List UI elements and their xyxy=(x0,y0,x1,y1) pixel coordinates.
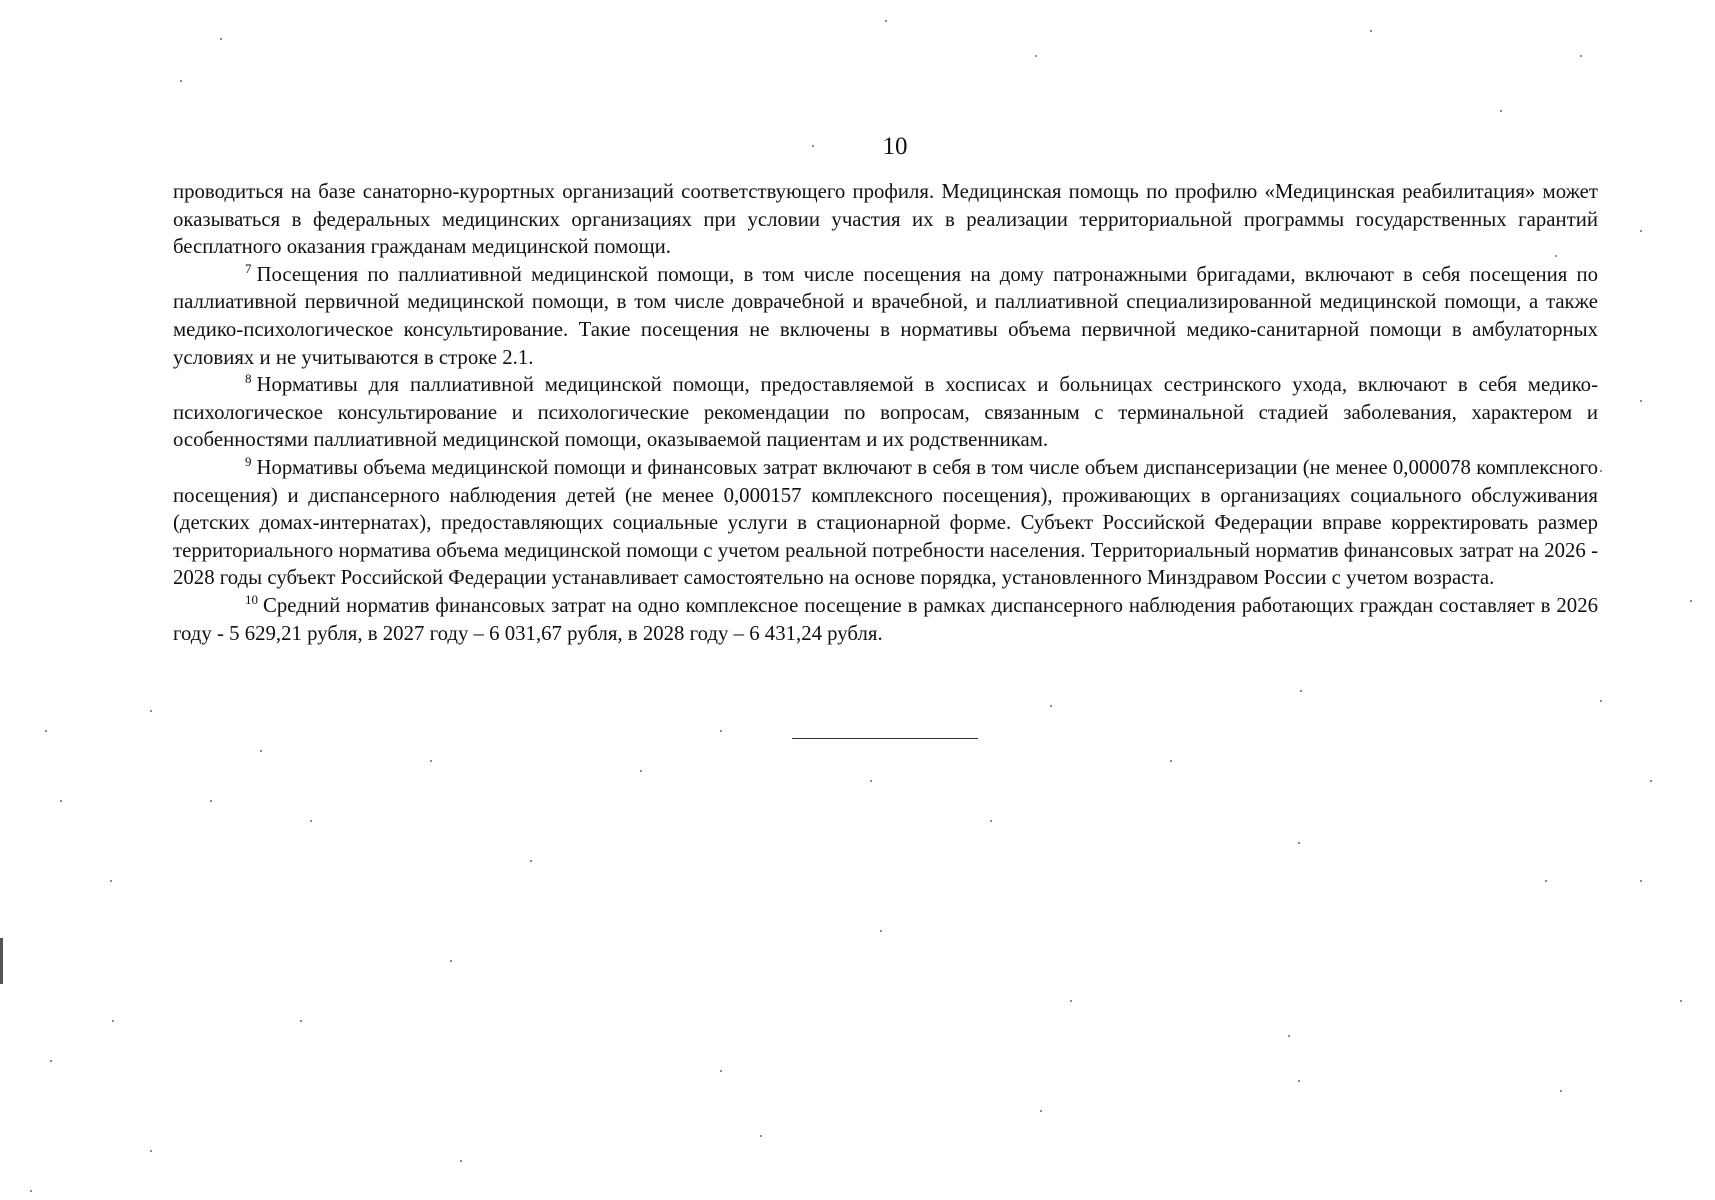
footnotes-body xyxy=(173,178,1598,647)
footnote-text: Нормативы объема медицинской помощи и финансовых затрат включают в себя в том числе объем диспансеризации (не менее 0,000078 комплексного посещения) и диспансерного наблюдения детей (не менее 0,000157 комплексного посещения), проживающих в организациях социального обслуживания (детских домах-интернатах), предоставляющих социальные услуги в стационарной форме. Субъект Российской Федерации вправе корректировать размер территориального норматива объема медицинской помощи с учетом реальной потребности населения. Территориальный норматив финансовых затрат на 2026 - 2028 годы субъект Российской Федерации устанавливает самостоятельно на основе порядка, установленного Минздравом России с учетом возраста. xyxy=(173,455,1598,590)
footnote-text: Средний норматив финансовых затрат на одно комплексное посещение в рамках диспансерного наблюдения работающих граждан составляет в 2026 году - 5 629,21 рубля, в 2027 году – 6 031,67 рубля, в 2028 году – 6 431,24 рубля. xyxy=(173,593,1598,645)
scan-speck xyxy=(1600,700,1602,702)
scan-speck xyxy=(1600,470,1602,472)
scan-speck xyxy=(112,1020,114,1022)
scan-speck xyxy=(1560,1090,1562,1092)
scan-speck xyxy=(640,770,642,772)
footnote-8 xyxy=(173,371,1598,454)
scan-speck xyxy=(1300,690,1302,692)
footnote-text: Нормативы для паллиативной медицинской помощи, предоставляемой в хосписах и больницах сестринского ухода, включают в себя медико-психологическое консультирование и психологические рекомендации по вопросам, связанным с терминальной стадией заболевания, характером и особенностями паллиативной медицинской помощи, оказываемой пациентам и их родственникам. xyxy=(173,373,1598,452)
scan-speck xyxy=(1298,842,1300,844)
footnote-text: Посещения по паллиативной медицинской помощи, в том числе посещения на дому патронажными бригадами, включают в себя посещения по паллиативной первичной медицинской помощи, в том числе доврачебной и врачебной, и паллиативной специализированной медицинской помощи, а также медико-психологическое консультирование. Такие посещения не включены в нормативы объема первичной медико-санитарной помощи в амбулаторных условиях и не учитываются в строке 2.1. xyxy=(173,262,1598,369)
scan-speck xyxy=(812,145,814,147)
footnote-10 xyxy=(173,592,1598,647)
footnote-9 xyxy=(173,454,1598,592)
scan-speck xyxy=(1680,1000,1682,1002)
scan-speck xyxy=(1640,230,1642,232)
footnote-marker: 7 xyxy=(245,260,252,276)
page-number: 10 xyxy=(882,133,908,160)
scan-edge-mark xyxy=(0,938,3,984)
scan-speck xyxy=(430,760,432,762)
footnote-marker: 9 xyxy=(245,454,252,470)
scan-speck xyxy=(990,820,992,822)
paragraph-text: проводиться на базе санаторно-курортных организаций соответствующего профиля. Медицинская помощь по профилю «Медицинская реабилитация» может оказываться в федеральных медицинских организациях при условии участия их в реализации территориальной программы государственных гарантий бесплатного оказания гражданам медицинской помощи. xyxy=(173,180,1598,259)
scan-speck xyxy=(885,20,887,22)
scan-speck xyxy=(720,730,722,732)
scan-speck xyxy=(720,1070,722,1072)
scan-speck xyxy=(1070,1000,1072,1002)
footnote-marker: 8 xyxy=(245,371,252,387)
scan-speck xyxy=(1170,760,1172,762)
scan-speck xyxy=(1555,255,1557,257)
scan-speck xyxy=(30,1190,32,1192)
scan-speck xyxy=(1298,1080,1300,1082)
scan-speck xyxy=(1500,110,1502,112)
end-of-text-rule xyxy=(792,738,978,739)
scan-speck xyxy=(220,38,222,40)
scan-speck xyxy=(760,1135,762,1137)
scan-speck xyxy=(1580,55,1582,57)
scan-speck xyxy=(450,960,452,962)
scan-speck xyxy=(150,1150,152,1152)
scan-speck xyxy=(260,750,262,752)
scan-speck xyxy=(310,820,312,822)
scan-speck xyxy=(1050,705,1052,707)
scan-speck xyxy=(1650,780,1652,782)
scan-speck xyxy=(50,1060,52,1062)
scan-speck xyxy=(1288,1035,1290,1037)
scan-speck xyxy=(1640,400,1642,402)
scan-speck xyxy=(1035,55,1037,57)
scan-speck xyxy=(460,1160,462,1162)
scan-speck xyxy=(45,730,47,732)
scan-speck xyxy=(1690,600,1692,602)
scan-speck xyxy=(180,80,182,82)
scan-speck xyxy=(880,930,882,932)
scan-speck xyxy=(1370,30,1372,32)
scan-speck xyxy=(870,780,872,782)
scan-speck xyxy=(1040,1110,1042,1112)
scan-speck xyxy=(300,1020,302,1022)
scan-speck xyxy=(110,880,112,882)
footnote-7 xyxy=(173,261,1598,371)
scan-speck xyxy=(530,860,532,862)
footnote-marker: 10 xyxy=(245,591,258,607)
scan-speck xyxy=(60,800,62,802)
scan-speck xyxy=(1640,880,1642,882)
scan-speck xyxy=(210,800,212,802)
scan-speck xyxy=(150,710,152,712)
scan-speck xyxy=(1545,880,1547,882)
continued-paragraph xyxy=(173,178,1598,261)
